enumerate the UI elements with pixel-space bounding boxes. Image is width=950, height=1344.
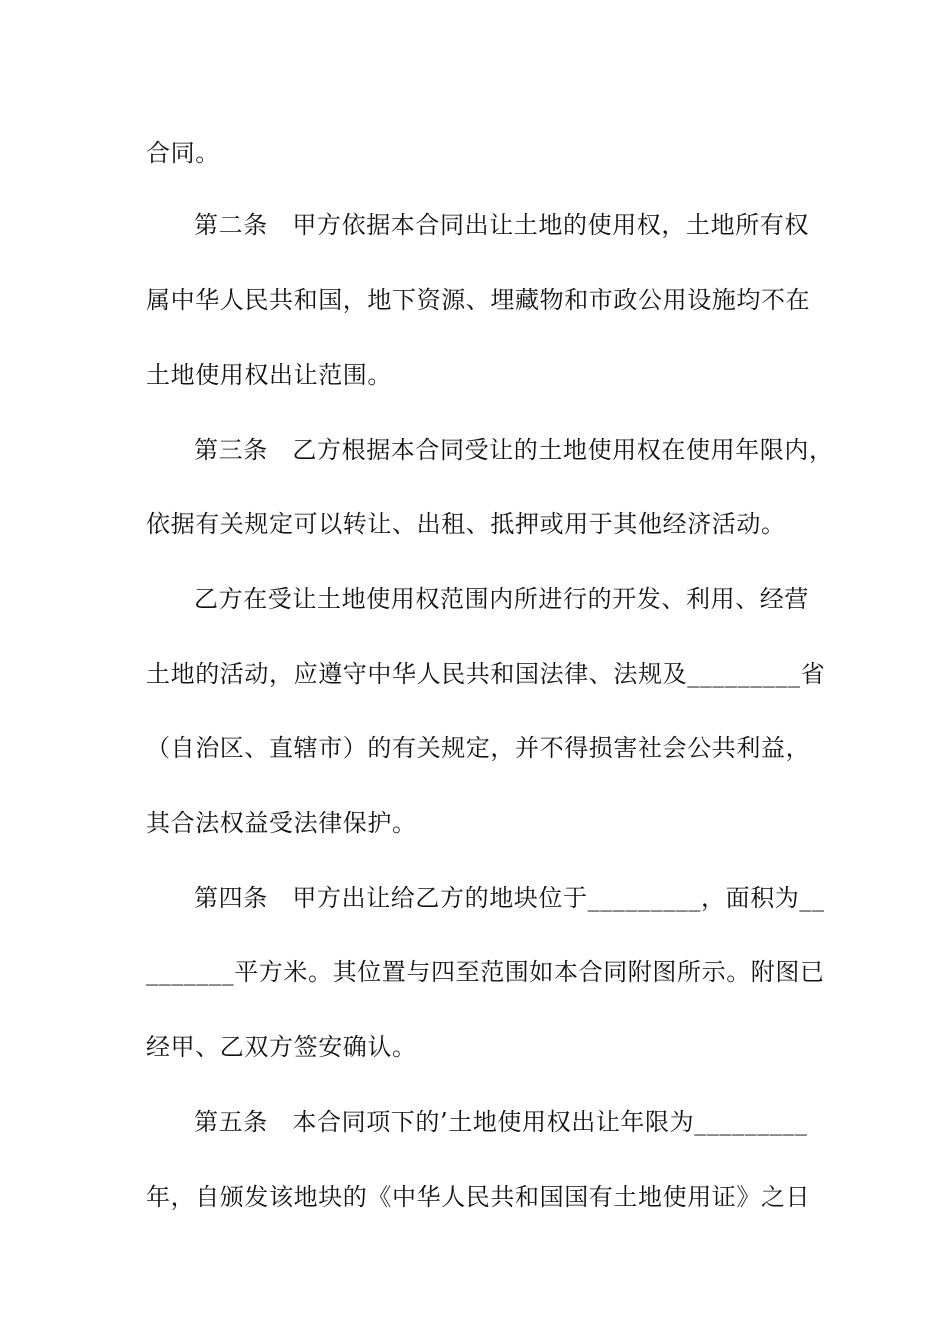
text-line: （自治区、直辖市）的有关规定，并不得损害社会公共利益， bbox=[146, 734, 811, 762]
text-line: _______平方米。其位置与四至范围如本合同附图所示。附图已 bbox=[146, 958, 825, 986]
text-line: 依据有关规定可以转让、出租、抵押或用于其他经济活动。 bbox=[146, 510, 786, 538]
text-line: 经甲、乙双方签安确认。 bbox=[146, 1033, 417, 1061]
article-2-heading-line: 第二条 甲方依据本合同出让土地的使用权，土地所有权 bbox=[194, 211, 809, 239]
text-line: 属中华人民共和国，地下资源、埋藏物和市政公用设施均不在 bbox=[146, 286, 811, 314]
text-line: 年，自颁发该地块的《中华人民共和国国有土地使用证》之日 bbox=[146, 1183, 811, 1211]
paragraph-start-line: 乙方在受让土地使用权范围内所进行的开发、利用、经营 bbox=[194, 585, 809, 613]
text-line: 土地使用权出让范围。 bbox=[146, 361, 392, 389]
text-line: 合同。 bbox=[146, 139, 220, 167]
text-line: 土地的活动，应遵守中华人民共和国法律、法规及_________省 bbox=[146, 660, 826, 688]
article-4-heading-line: 第四条 甲方出让给乙方的地块位于_________，面积为__ bbox=[194, 884, 825, 912]
article-5-heading-line: 第五条 本合同项下的’土地使用权出让年限为_________ bbox=[194, 1108, 808, 1136]
article-3-heading-line: 第三条 乙方根据本合同受让的土地使用权在使用年限内， bbox=[194, 436, 834, 464]
text-line: 其合法权益受法律保护。 bbox=[146, 809, 417, 837]
